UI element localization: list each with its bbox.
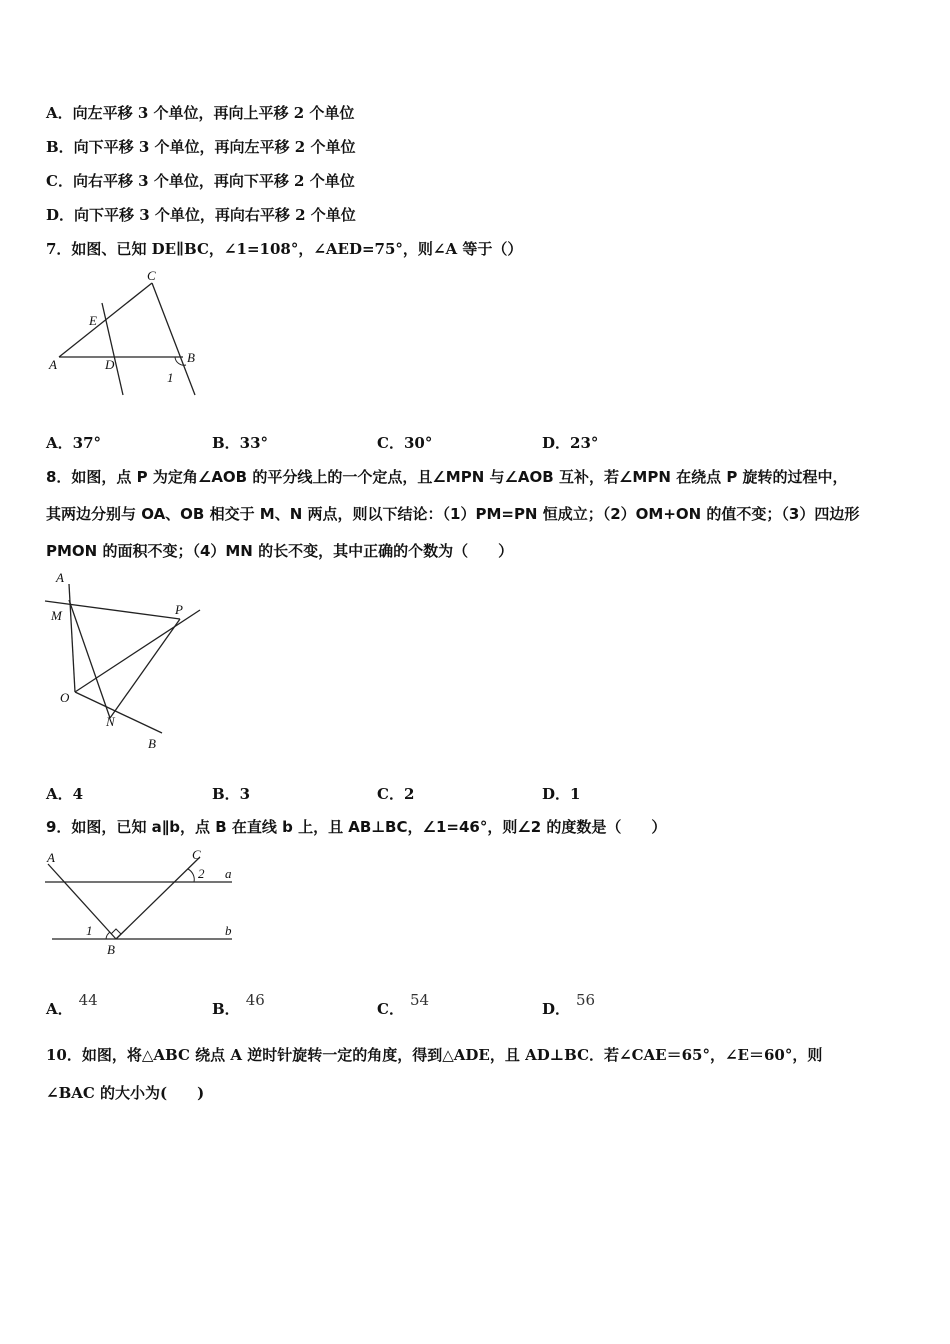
- q8-ray-ob: [75, 692, 162, 733]
- q10-stem-line-2: ∠BAC 的大小为( ): [46, 1084, 205, 1102]
- q8-label-p: P: [175, 602, 183, 617]
- q7-option-d: D．23°: [542, 434, 599, 452]
- q9-option-b-value: 46: [245, 991, 265, 1009]
- q9-label-line-a: a: [225, 866, 232, 881]
- q8-figure: [40, 566, 210, 756]
- q8-stem-line-1: 8．如图，点 P 为定角∠AOB 的平分线上的一个定点，且∠MPN 与∠AOB 互补，若∠MPN 在绕点 P 旋转的过程中，: [46, 468, 848, 486]
- q7-label-c: C: [147, 268, 156, 283]
- q8-label-m: M: [51, 608, 62, 623]
- q9-label-c: C: [192, 847, 201, 862]
- q9-option-b: [212, 991, 265, 1019]
- q8-ray-oa: [69, 584, 75, 692]
- q9-stem: 9．如图，已知 a∥b，点 B 在直线 b 上，且 AB⊥BC，∠1=46°，则∠2 的度数是（ ）: [46, 818, 667, 836]
- q7-label-1: 1: [167, 370, 174, 385]
- q9-angle-2-arc: [188, 869, 194, 882]
- q9-label-b: B: [107, 942, 115, 957]
- q9-option-a-value: 44: [78, 991, 98, 1009]
- q7-stem: 7．如图、已知 DE∥BC，∠1=108°，∠AED=75°，则∠A 等于（）: [46, 240, 523, 258]
- q8-label-n: N: [106, 714, 115, 729]
- q7-option-b: B．33°: [212, 434, 269, 452]
- q8-option-a: A．4: [46, 785, 84, 803]
- q7-option-a: A．37°: [46, 434, 102, 452]
- q6-option-d: D．向下平移 3 个单位，再向右平移 2 个单位: [46, 206, 356, 224]
- q8-stem-line-3: PMON 的面积不变；（4）MN 的长不变，其中正确的个数为（ ）: [46, 542, 514, 560]
- q7-line-ed: [102, 303, 123, 395]
- q9-option-b-letter: B．: [212, 1000, 240, 1018]
- q8-option-d: D．1: [542, 785, 581, 803]
- q7-label-e: E: [89, 313, 97, 328]
- q8-option-b: B．3: [212, 785, 251, 803]
- q9-label-a: A: [47, 850, 55, 865]
- q9-option-d: [542, 991, 596, 1019]
- q6-option-b: B．向下平移 3 个单位，再向左平移 2 个单位: [46, 138, 356, 156]
- q7-option-c: C．30°: [377, 434, 433, 452]
- q9-label-2: 2: [198, 866, 205, 881]
- q9-option-d-value: 56: [576, 991, 596, 1009]
- q9-option-c: [377, 991, 430, 1019]
- q8-label-b: B: [148, 736, 156, 751]
- q8-label-o: O: [60, 690, 70, 705]
- q8-label-a: A: [56, 570, 64, 585]
- q9-right-angle-mark: [111, 929, 121, 939]
- q9-angle-1-arc: [106, 932, 110, 939]
- q9-option-d-letter: D．: [542, 1000, 571, 1018]
- q8-stem-line-2: 其两边分别与 OA、OB 相交于 M、N 两点，则以下结论：（1）PM=PN 恒成立；（2）OM+ON 的值不变；（3）四边形: [46, 505, 860, 523]
- q6-option-c: C．向右平移 3 个单位，再向下平移 2 个单位: [46, 172, 355, 190]
- q9-label-1: 1: [86, 923, 93, 938]
- q9-option-a-letter: A．: [46, 1000, 73, 1018]
- q9-option-a: [46, 991, 98, 1019]
- q9-figure: [40, 842, 250, 962]
- q9-option-c-value: 54: [409, 991, 430, 1009]
- q7-figure: [40, 268, 210, 398]
- q9-segment-ab: [48, 864, 116, 939]
- q8-option-c: C．2: [377, 785, 415, 803]
- q9-label-line-b: b: [225, 923, 232, 938]
- q6-option-a: A．向左平移 3 个单位，再向上平移 2 个单位: [46, 104, 355, 122]
- q7-line-cb: [152, 283, 195, 395]
- q8-line-pn: [110, 619, 180, 718]
- q8-line-mn: [69, 600, 110, 718]
- q8-line-pm: [45, 601, 180, 619]
- q7-label-b: B: [187, 350, 195, 365]
- q10-stem-line-1: 10．如图，将△ABC 绕点 A 逆时针旋转一定的角度，得到△ADE，且 AD⊥BC．若∠CAE＝65°，∠E＝60°，则: [46, 1046, 823, 1064]
- q9-option-c-letter: C．: [377, 1000, 404, 1018]
- q7-label-a: A: [49, 357, 57, 372]
- q7-label-d: D: [105, 357, 115, 372]
- q9-segment-bc: [116, 857, 200, 939]
